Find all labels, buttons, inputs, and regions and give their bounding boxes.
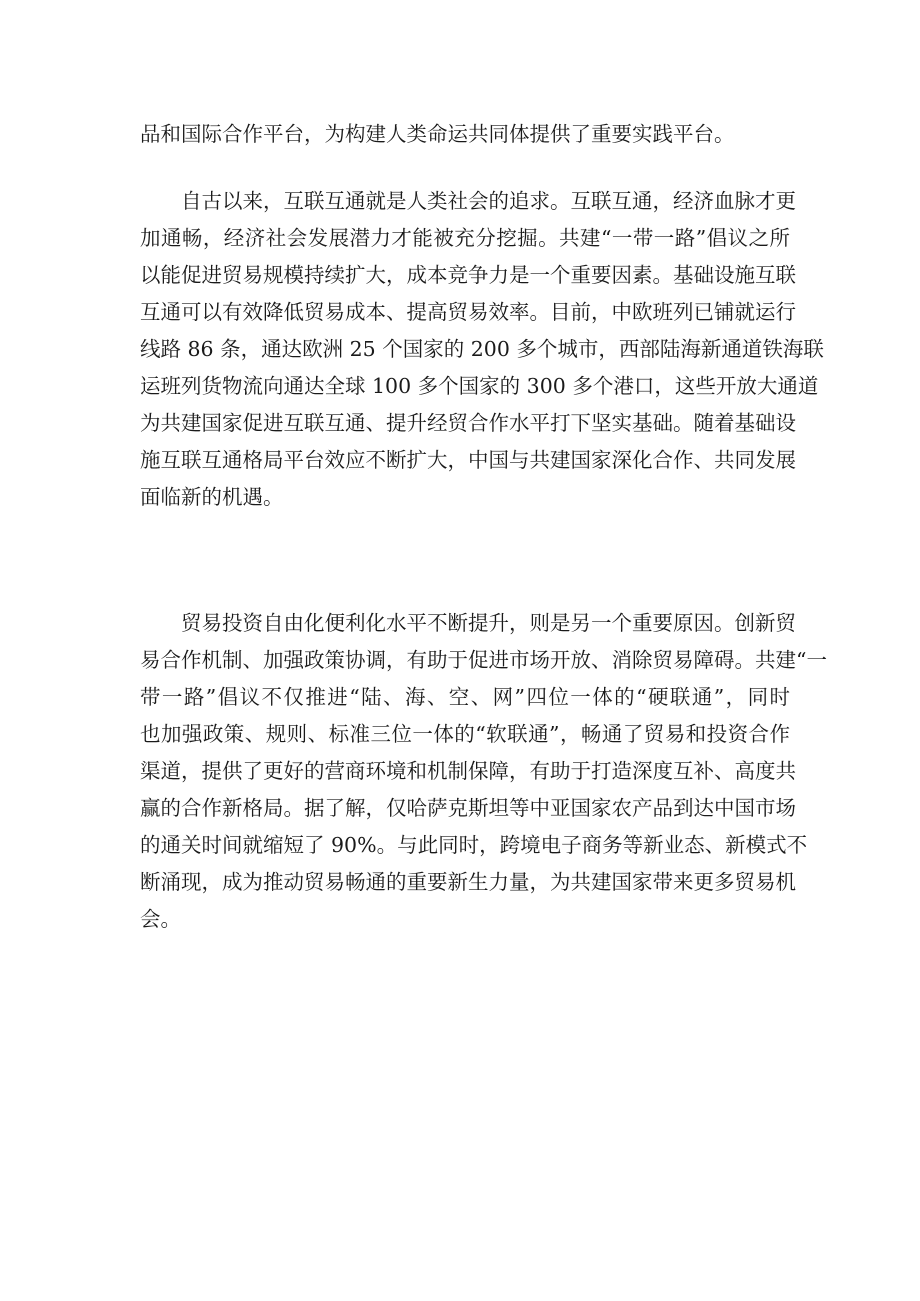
text-line: 会。 <box>140 907 181 931</box>
text-line: 运班列货物流向通达全球 100 多个国家的 300 多个港口，这些开放大通道 <box>140 374 819 398</box>
text-line: 也加强政策、规则、标准三位一体的“软联通”，畅通了贸易和投资合作 <box>140 722 790 746</box>
text-line: 面临新的机遇。 <box>140 485 284 509</box>
text-line: 自古以来，互联互通就是人类社会的追求。互联互通，经济血脉才更 <box>181 189 796 213</box>
text-line: 的通关时间就缩短了 90%。与此同时，跨境电子商务等新业态、新模式不 <box>140 833 808 857</box>
text-line: 赢的合作新格局。据了解，仅哈萨克斯坦等中亚国家农产品到达中国市场 <box>140 796 796 820</box>
text-line: 施互联互通格局平台效应不断扩大，中国与共建国家深化合作、共同发展 <box>140 448 796 472</box>
text-line: 带一路”倡议不仅推进“陆、海、空、网”四位一体的“硬联通”，同时 <box>140 685 790 709</box>
text-line: 渠道，提供了更好的营商环境和机制保障，有助于打造深度互补、高度共 <box>140 759 796 783</box>
paragraph-connectivity <box>140 183 824 516</box>
text-line: 加通畅，经济社会发展潜力才能被充分挖掘。共建“一带一路”倡议之所 <box>140 226 790 250</box>
text-line: 断涌现，成为推动贸易畅通的重要新生力量，为共建国家带来更多贸易机 <box>140 870 796 894</box>
paragraph-continuation <box>140 116 790 153</box>
text-line: 为共建国家促进互联互通、提升经贸合作水平打下坚实基础。随着基础设 <box>140 411 796 435</box>
text-line: 线路 86 条，通达欧洲 25 个国家的 200 多个城市，西部陆海新通道铁海联 <box>140 337 824 361</box>
paragraph-trade-facilitation <box>140 605 827 938</box>
text-line: 品和国际合作平台，为构建人类命运共同体提供了重要实践平台。 <box>140 122 735 146</box>
text-line: 易合作机制、加强政策协调，有助于促进市场开放、消除贸易障碍。共建“一 <box>140 648 827 672</box>
text-line: 以能促进贸易规模持续扩大，成本竞争力是一个重要因素。基础设施互联 <box>140 263 796 287</box>
text-line: 互通可以有效降低贸易成本、提高贸易效率。目前，中欧班列已铺就运行 <box>140 300 796 324</box>
text-line: 贸易投资自由化便利化水平不断提升，则是另一个重要原因。创新贸 <box>181 611 796 635</box>
